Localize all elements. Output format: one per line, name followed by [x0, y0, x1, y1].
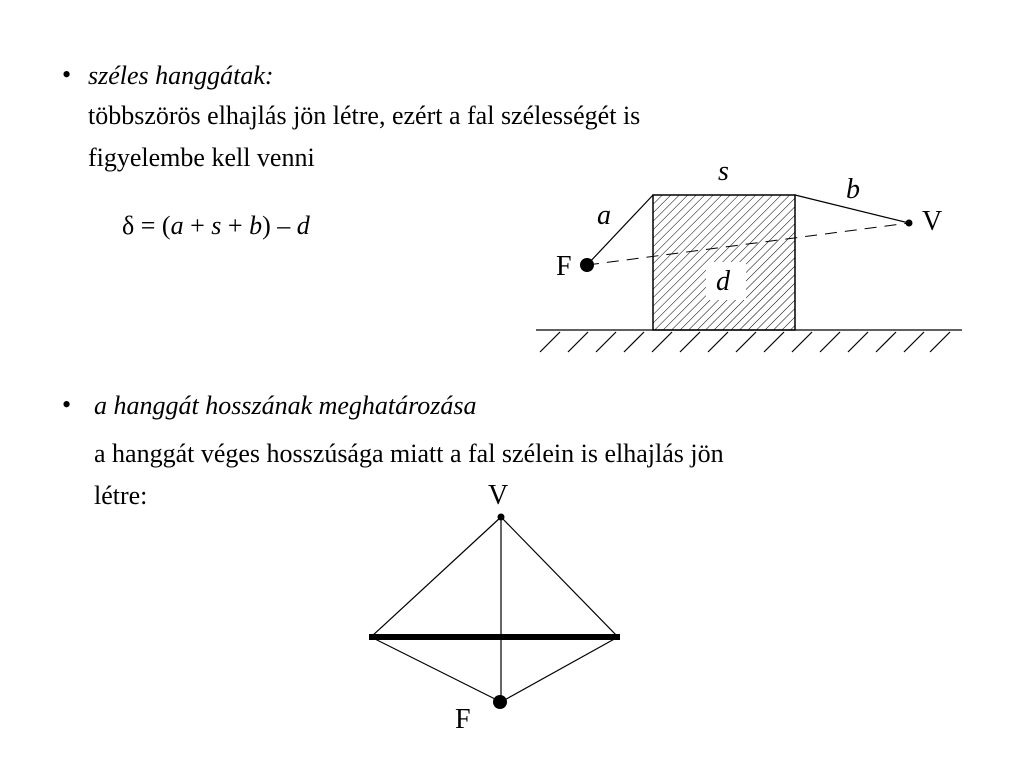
bullet-1: •: [62, 60, 72, 89]
path-right-bottom: [501, 637, 618, 702]
receiver-point-V2: [498, 514, 505, 521]
section1-line2: figyelembe kell venni: [88, 143, 315, 172]
ground-hatching: [540, 332, 950, 352]
bullet-2: •: [62, 390, 72, 419]
label-F2: F: [455, 704, 471, 735]
label-s: s: [718, 156, 729, 187]
label-F: F: [556, 251, 572, 282]
label-V: V: [922, 206, 943, 237]
formula-delta: δ: [122, 211, 135, 240]
length-diagram: [369, 514, 620, 710]
path-right-top: [501, 517, 618, 637]
section2-line2: létre:: [94, 481, 148, 510]
formula: δ = (a + s + b) – d: [122, 211, 310, 240]
source-point-F2: [493, 695, 507, 709]
section1-line1: többszörös elhajlás jön létre, ezért a fal szélességét is: [88, 101, 641, 130]
receiver-point-V: [906, 220, 913, 227]
formula-s: s: [211, 211, 222, 240]
label-V2: V: [488, 480, 509, 511]
formula-d: d: [296, 211, 310, 240]
formula-a: a: [170, 211, 184, 240]
section1-heading: széles hanggátak:: [88, 61, 274, 90]
label-d: d: [716, 266, 730, 297]
section2-heading: a hanggát hosszának meghatározása: [94, 391, 477, 420]
label-a: a: [597, 200, 611, 231]
label-b: b: [846, 174, 860, 205]
formula-b: b: [249, 211, 263, 240]
source-point-F: [580, 258, 594, 272]
path-left-bottom: [371, 637, 501, 702]
path-left-top: [371, 517, 501, 637]
section2-line1: a hanggát véges hosszúsága miatt a fal szélein is elhajlás jön: [94, 439, 724, 468]
